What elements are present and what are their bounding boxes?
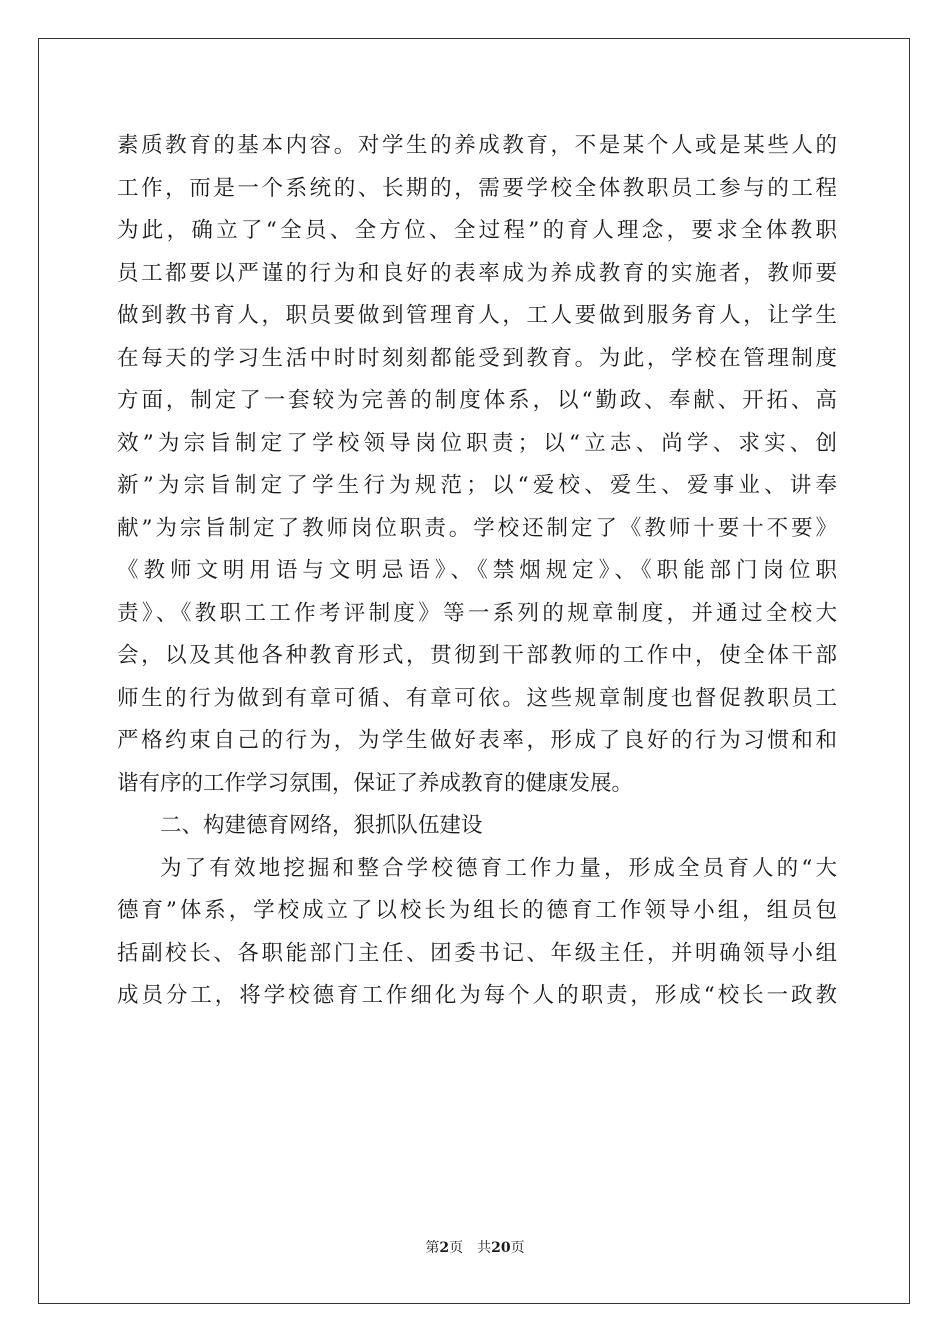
text-line: 方面，制定了一套较为完善的制度体系，以“勤政、奉献、开拓、高: [117, 388, 837, 413]
text-line: 新”为宗旨制定了学生行为规范；以“爱校、爱生、爱事业、讲奉: [117, 473, 837, 498]
text-line: 在每天的学习生活中时时刻刻都能受到教育。为此，学校在管理制度: [117, 345, 837, 371]
text-line: 《教师文明用语与文明忌语》、《禁烟规定》、《职能部门岗位职: [117, 558, 837, 583]
text-line: 谐有序的工作学习氛围，保证了养成教育的健康发展。: [117, 770, 634, 796]
text-line: 做到教书育人，职员要做到管理育人，工人要做到服务育人，让学生: [117, 303, 837, 328]
page-prefix: 第: [425, 1240, 440, 1256]
text-line: 括副校长、各职能部门主任、团委书记、年级主任，并明确领导小组: [117, 940, 837, 966]
text-line: 献”为宗旨制定了教师岗位职责。学校还制定了《教师十要十不要》: [117, 515, 837, 541]
page-current: 2: [439, 1240, 450, 1256]
page-mid: 页 共: [449, 1240, 492, 1256]
page-suffix: 页: [510, 1240, 525, 1256]
document-body: [117, 125, 837, 1018]
text-line: 成员分工，将学校德育工作细化为每个人的职责，形成“校长一政教: [117, 983, 837, 1008]
text-line: 效”为宗旨制定了学校领导岗位职责；以“立志、尚学、求实、创: [117, 430, 837, 456]
page-footer: [0, 1237, 950, 1257]
text-line: 责》、《教职工工作考评制度》等一系列的规章制度，并通过全校大: [117, 600, 837, 626]
text-line: 严格约束自己的行为，为学生做好表率，形成了良好的行为习惯和和: [117, 728, 837, 753]
text-line: 为了有效地挖掘和整合学校德育工作力量，形成全员育人的“大: [160, 855, 837, 881]
text-line: 素质教育的基本内容。对学生的养成教育，不是某个人或是某些人的: [117, 133, 837, 158]
text-line: 员工都要以严谨的行为和良好的表率成为养成教育的实施者，教师要: [117, 260, 837, 286]
text-line: 德育”体系，学校成立了以校长为组长的德育工作领导小组，组员包: [117, 898, 837, 923]
text-line: 会，以及其他各种教育形式，贯彻到干部教师的工作中，使全体干部: [117, 643, 837, 668]
page-total: 20: [491, 1240, 511, 1256]
text-line: 师生的行为做到有章可循、有章可依。这些规章制度也督促教职员工: [117, 685, 837, 711]
text-line: 为此，确立了“全员、全方位、全过程”的育人理念，要求全体教职: [117, 218, 837, 243]
text-line: 工作，而是一个系统的、长期的，需要学校全体教职员工参与的工程: [117, 175, 837, 201]
section-heading: 二、构建德育网络，狠抓队伍建设: [160, 813, 483, 838]
